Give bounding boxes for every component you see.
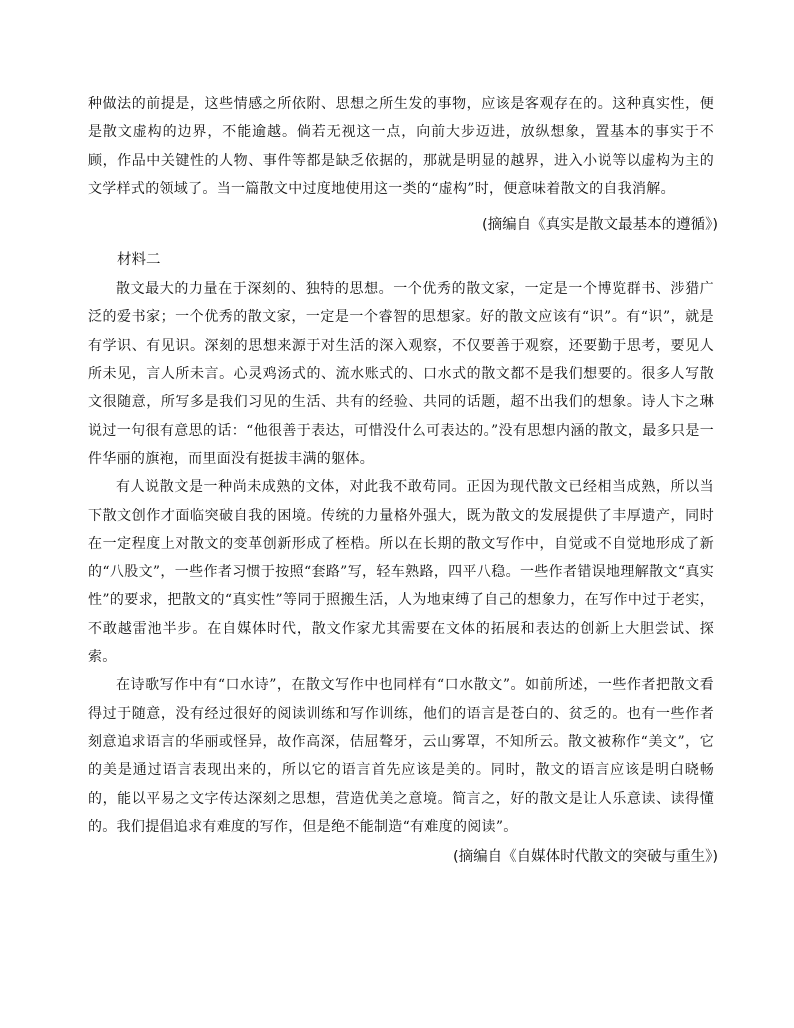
paragraph-material-2-3: 在诗歌写作中有“口水诗”，在散文写作中也同样有“口水散文”。如前所述，一些作者把散文看得过于随意，没有经过很好的阅读训练和写作训练，他们的语言是苍白的、贫乏的。也有一些作者刻意追求语言的华丽或怪异，故作高深，佶屈聱牙，云山雾罩，不知所云。散文被称作“美文”，它的美是通过语言表现出来的，所以它的语言首先应该是美的。同时，散文的语言应该是明白晓畅的，能以平易之文字传达深刻之思想，营造优美之意境。简言之，好的散文是让人乐意读、读得懂的。我们提倡追求有难度的写作，但是绝不能制造“有难度的阅读”。: [88, 677, 714, 835]
source-citation-2: (摘编自《自媒体时代散文的突破与重生》): [452, 849, 718, 866]
document-page: [88, 90, 718, 877]
paragraph-material-2-1: 散文最大的力量在于深刻的、独特的思想。一个优秀的散文家，一定是一个博览群书、涉猎广泛的爱书家；一个优秀的散文家，一定是一个睿智的思想家。好的散文应该有“识”。有“识”，就是有学识、有见识。深刻的思想来源于对生活的深入观察，不仅要善于观察，还要勤于思考，要见人所未见，言人所未言。心灵鸡汤式的、流水账式的、口水式的散文都不是我们想要的。很多人写散文很随意，所写多是我们习见的生活、共有的经验、共同的话题，超不出我们的想象。诗人卞之琳说过一句很有意思的话：“他很善于表达，可惜没什么可表达的。”没有思想内涵的散文，最多只是一件华丽的旗袍，而里面没有挺拔丰满的躯体。: [88, 281, 714, 467]
paragraph-material-2-2: 有人说散文是一种尚未成熟的文体，对此我不敢苟同。正因为现代散文已经相当成熟，所以当下散文创作才面临突破自我的困境。传统的力量格外强大，既为散文的发展提供了丰厚遗产，同时在一定程度上对散文的变革创新形成了桎梏。所以在长期的散文写作中，自觉或不自觉地形成了新的“八股文”，一些作者习惯于按照“套路”写，轻车熟路，四平八稳。一些作者错误地理解散文“真实性”的要求，把散文的“真实性”等同于照搬生活，人为地束缚了自己的想象力，在写作中过于老实，不敢越雷池半步。在自媒体时代，散文作家尤其需要在文体的拓展和表达的创新上大胆尝试、探索。: [88, 479, 714, 666]
source-citation-1: (摘编自《真实是散文最基本的遵循》): [481, 217, 718, 234]
section-heading-material-2: 材料二: [117, 252, 161, 269]
paragraph-continuation: 种做法的前提是，这些情感之所依附、思想之所生发的事物，应该是客观存在的。这种真实性，便是散文虚构的边界，不能逾越。倘若无视这一点，向前大步迈进，放纵想象，置基本的事实于不顾，作品中关键性的人物、事件等都是缺乏依据的，那就是明显的越界，进入小说等以虚构为主的文学样式的领域了。当一篇散文中过度地使用这一类的“虚构”时，便意味着散文的自我消解。: [88, 96, 714, 197]
